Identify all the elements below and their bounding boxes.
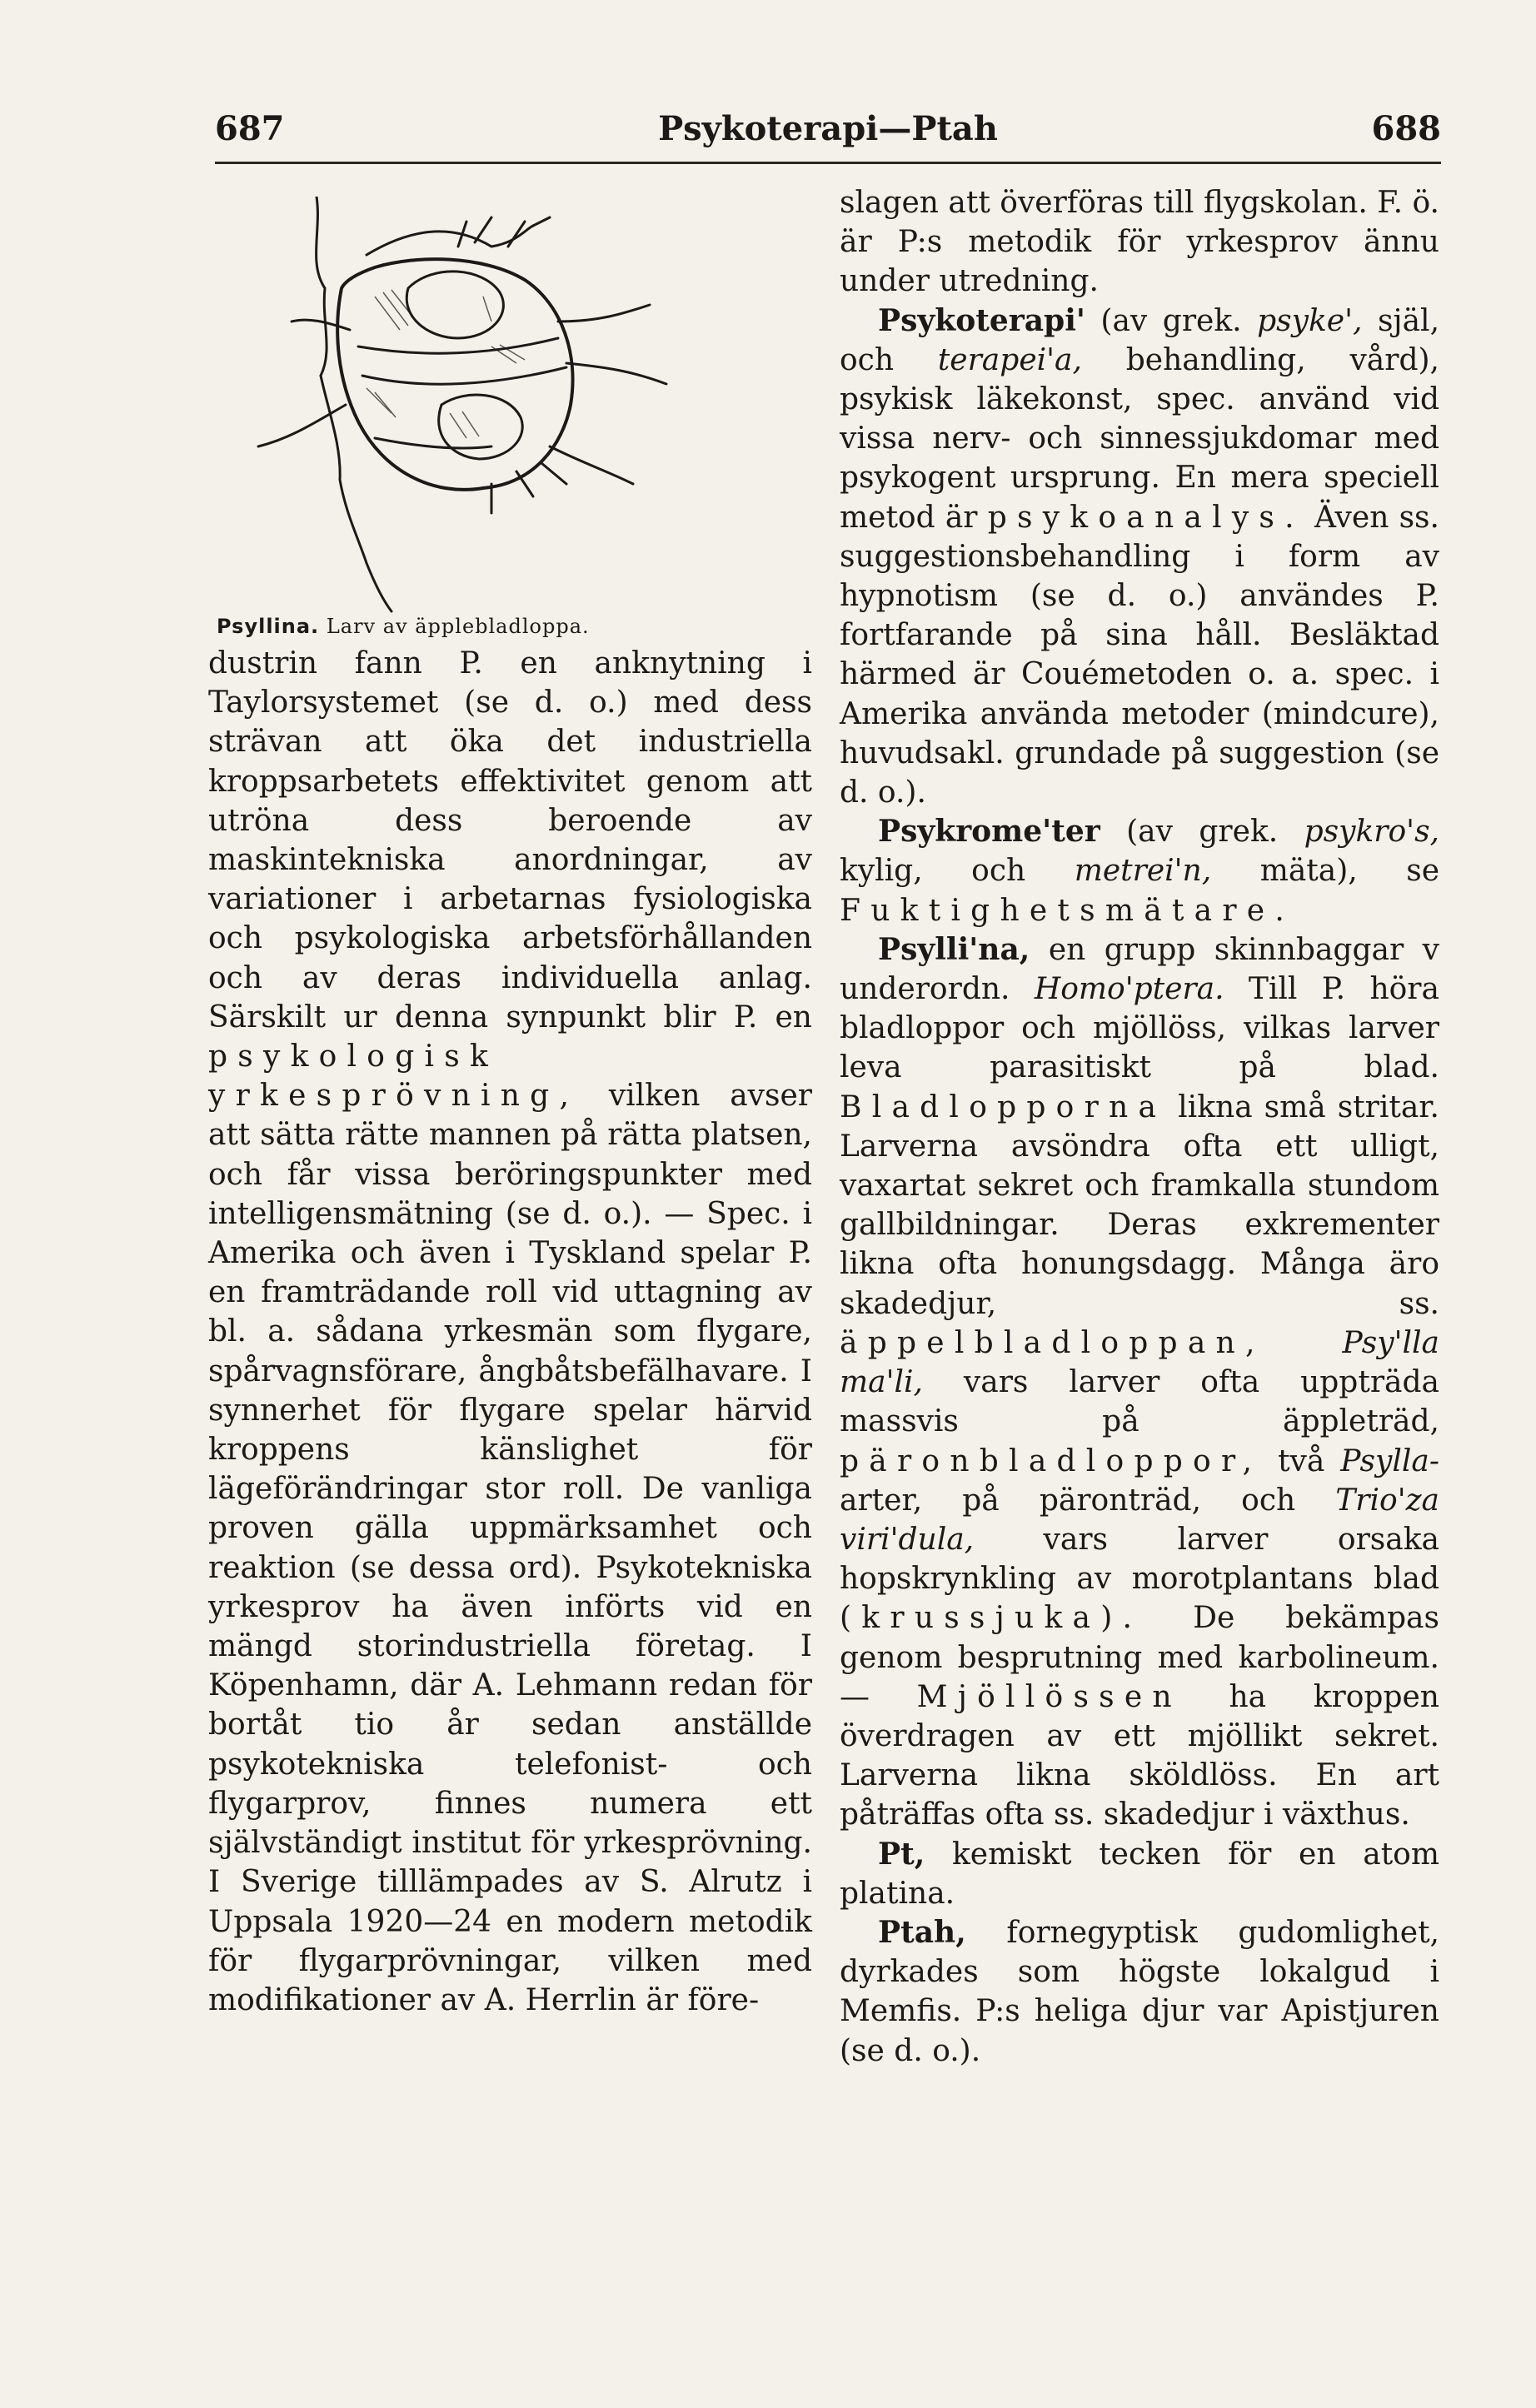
beetle-larva-illustration <box>242 197 775 613</box>
entry-psykoterapi <box>840 302 1439 813</box>
body-text: slagen att överföras till flygskolan. F. ö. är P:s metodik för yrkesprov ännu under utredning. <box>840 186 1439 299</box>
larva-hatching <box>367 290 525 438</box>
headword: Ptah, <box>878 1914 966 1950</box>
larva-leg <box>317 197 327 376</box>
entry-ptah <box>840 1913 1439 2071</box>
headword: Pt, <box>878 1836 925 1872</box>
spaced-term: (krussjuka). <box>840 1601 1143 1636</box>
etymology-term: terapei'a, <box>937 342 1082 377</box>
entry-psyllina <box>840 930 1439 1835</box>
larva-segment <box>358 338 558 353</box>
body-text: en grupp skinnbaggar v underordn. <box>840 932 1439 1007</box>
body-text: arter, på päronträd, och <box>840 1483 1296 1518</box>
etymology-term: psyke', <box>1257 303 1363 338</box>
caption-scientific-name: Psyllina. <box>217 615 320 638</box>
right-column <box>840 183 1439 2071</box>
larva-wing-pad <box>439 395 523 459</box>
page-title: Psykoterapi—Ptah <box>658 109 998 148</box>
body-text: (av grek. <box>1100 303 1242 338</box>
body-text: ha kroppen överdragen av ett mjöllikt sekret. Larverna likna sköldlöss. En art påträffas ofta ss. skadedjur i växthus. <box>840 1679 1439 1832</box>
etymology-term: psykro's, <box>1304 815 1439 850</box>
taxon-name: Trio'za viri'dula, <box>840 1483 1440 1557</box>
body-text: De bekämpas genom besprutning med karbolineum. — <box>840 1601 1439 1714</box>
figure-caption <box>217 610 800 643</box>
left-column <box>208 644 812 2020</box>
larva-leg <box>321 376 391 611</box>
larva-antenna <box>533 217 550 226</box>
spaced-term: Bladlopporna <box>840 1089 1167 1124</box>
larva-wing-pad <box>406 272 503 338</box>
spaced-term: psykologisk yrkesprövning, <box>208 1039 580 1114</box>
spaced-term: psykoanalys. <box>987 500 1304 535</box>
paragraph <box>208 644 812 2020</box>
body-text: likna små stritar. Larverna avsöndra ofta ett ulligt, vaxartat sekret och framkalla stundom gallbildningar. Deras exkrementer likna ofta honungsdagg. Många äro skadedjur, ss. <box>840 1089 1439 1321</box>
larva-leg <box>566 363 666 384</box>
body-text: fornegyptisk gudomlighet, dyrkades som högste lokalgud i Memfis. P:s heliga djur var Apistjuren (se d. o.). <box>840 1915 1439 2068</box>
larva-leg <box>558 305 650 322</box>
body-text: Även ss. suggestionsbehandling i form av hypnotism (se d. o.) användes P. fortfarande på sina håll. Besläktad härmed är Couémetoden o. a. spec. i Amerika använda metoder (mindcure), huvudsakl. grundade på suggestion (se d. o.). <box>840 500 1439 810</box>
body-text: själ, och <box>840 303 1440 377</box>
body-text: mäta), se <box>1259 854 1440 889</box>
body-text: två <box>1278 1443 1325 1478</box>
spaced-term: päronbladloppor, <box>840 1443 1263 1478</box>
body-text: kylig, och <box>840 854 1026 889</box>
spaced-term: äppelbladloppan, <box>840 1325 1265 1360</box>
taxon-name: Psy'lla ma'li, <box>840 1325 1439 1400</box>
larva-leg <box>550 446 633 484</box>
taxon-name: Psylla- <box>1340 1443 1439 1478</box>
larva-segment <box>362 367 566 384</box>
larva-hair <box>458 217 525 247</box>
spaced-term: Mjöllössen <box>916 1679 1182 1714</box>
body-text: vars larver orsaka hopskrynkling av morotplantans blad <box>840 1522 1439 1597</box>
running-header <box>215 100 1441 165</box>
paragraph <box>840 183 1439 302</box>
body-text: dustrin fann P. en anknytning i Taylorsystemet (se d. o.) med dess strävan att öka det industriella kroppsarbetets effektivitet genom att utröna dess beroende av maskintekniska anordningar, av variationer i arbetarnas fysiologiska och psykologiska arbetsförhållanden och av deras individuella anlag. Särskilt ur denna synpunkt blir P. en <box>208 646 812 1034</box>
header-rule <box>215 162 1441 164</box>
body-text: Till P. höra bladloppor och mjöllöss, vilkas larver leva parasitiskt på blad. <box>840 972 1439 1085</box>
body-text: vars larver ofta uppträda massvis på äppleträd, <box>840 1365 1439 1439</box>
entry-psykrometer <box>840 812 1439 930</box>
larva-leg <box>292 320 350 330</box>
body-text: behandling, vård), psykisk läkekonst, spec. använd vid vissa nerv- och sinnessjukdomar med psykogent ursprung. En mera speciell metod är <box>840 342 1439 535</box>
headword: Psykoterapi' <box>878 302 1085 338</box>
headword: Psylli'na, <box>878 931 1030 967</box>
page-number-left: 687 <box>215 109 285 148</box>
headword: Psykrome'ter <box>878 814 1100 850</box>
body-text: vilken avser att sätta rätte mannen på rätta platsen, och får vissa beröringspunkter med intelligensmätning (se d. o.). — Spec. i Amerika och även i Tyskland spelar P. en framträdande roll vid uttagning av bl. a. sådana yrkesmän som flygare, spårvagnsförare, ångbåtsbefälhavare. I synnerhet för flygare spelar härvid kroppens känslighet för lägeförändringar stor roll. De vanliga proven gälla uppmärksamhet och reaktion (se dessa ord). Psykotekniska yrkesprov ha även införts vid en mängd storindustriella företag. I Köpenhamn, där A. Lehmann redan för bortåt tio år sedan anställde psykotekniska telefonist- och flygarprov, finnes numera ett självständigt institut för yrkesprövning. I Sverige tilllämpades av S. Alrutz i Uppsala 1920—24 en modern metodik för flygarprövningar, vilken med modifikationer av A. Herrlin är före- <box>208 1079 812 2017</box>
larva-antenna <box>367 226 533 255</box>
caption-text: Larv av äpplebladloppa. <box>326 615 590 638</box>
etymology-term: metrei'n, <box>1074 854 1212 889</box>
entry-pt <box>840 1835 1439 1913</box>
body-text: (av grek. <box>1126 815 1279 850</box>
taxon-name: Homo'ptera. <box>1034 972 1224 1007</box>
larva-segment <box>375 438 491 448</box>
page-number-right: 688 <box>1371 109 1441 148</box>
spaced-term: Fuktighetsmätare. <box>840 893 1295 928</box>
body-text: kemiskt tecken för en atom platina. <box>840 1837 1439 1911</box>
